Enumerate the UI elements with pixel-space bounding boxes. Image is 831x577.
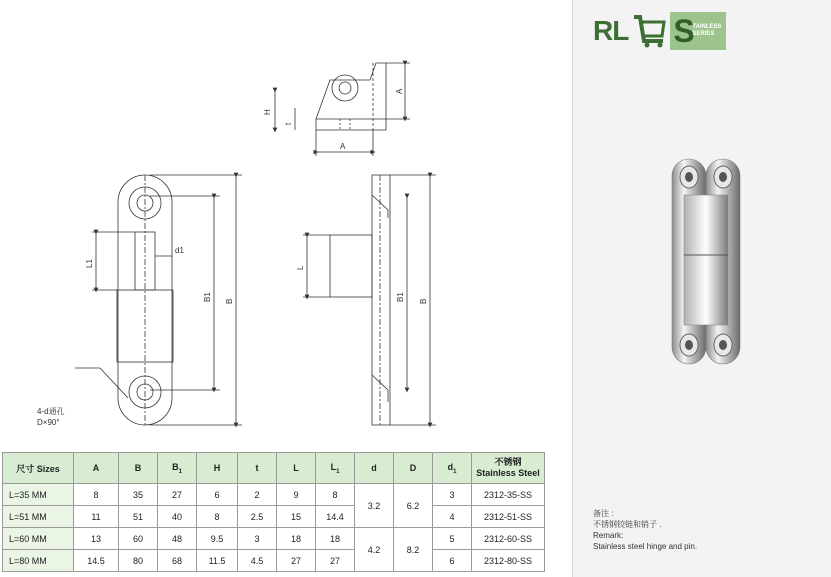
dim-L-side: L <box>296 265 305 270</box>
dim-H: H <box>263 109 272 115</box>
dim-A-bottom: A <box>340 142 346 151</box>
product-panel <box>573 0 831 577</box>
remark: 备注 : 不锈钢铰链和销子 . Remark: Stainless steel hinge and pin. <box>593 509 698 551</box>
th-L1: $L_1$ <box>316 453 355 484</box>
dim-B1-front: B1 <box>203 292 212 302</box>
th-size: 尺寸 Sizes <box>3 453 74 484</box>
merged-d-top: 3.2 <box>355 484 394 528</box>
hole-note-line2: D×90° <box>37 418 60 427</box>
merged-d-bottom: 4.2 <box>355 528 394 572</box>
dim-L1: L1 <box>85 259 94 268</box>
th-B1: $B_1$ <box>158 453 197 484</box>
side-view-plate <box>372 175 390 425</box>
top-view-boss <box>332 75 358 101</box>
table-row: L=80 MM 14.5 80 68 11.5 4.5 27 27 6 2312-80-SS <box>3 550 545 572</box>
merged-D-top: 6.2 <box>394 484 433 528</box>
cart-icon <box>631 13 667 49</box>
logo-s: S <box>673 12 695 49</box>
dim-B-front: B <box>225 298 234 304</box>
dim-B1-side: B1 <box>396 292 405 302</box>
logo-rl: RL <box>593 15 629 46</box>
hole-note-line1: 4-d通孔 <box>37 407 65 416</box>
th-d1: $d_1$ <box>433 453 472 484</box>
dim-B-side: B <box>419 298 428 304</box>
top-view-hole <box>339 82 351 94</box>
th-D: D <box>394 453 433 484</box>
logo-series-block <box>670 12 726 50</box>
th-d: d <box>355 453 394 484</box>
th-L: L <box>277 453 316 484</box>
table-header-row <box>3 453 545 484</box>
spec-table <box>2 452 545 572</box>
side-view-knuckle <box>330 235 372 297</box>
logo-series-text: TAINLESS SERIES <box>692 24 722 37</box>
merged-D-bottom: 8.2 <box>394 528 433 572</box>
hole-note <box>37 406 65 428</box>
dim-A-top: A <box>395 88 404 94</box>
hinge-photo <box>666 155 746 370</box>
th-H: H <box>197 453 238 484</box>
dim-t: t <box>284 122 293 125</box>
th-B: B <box>119 453 158 484</box>
dim-d1: d1 <box>175 246 184 255</box>
th-t: t <box>238 453 277 484</box>
th-stainless-steel: 不锈钢 Stainless Steel <box>472 453 545 484</box>
top-view-outline <box>316 63 386 130</box>
table-row: L=60 MM 13 60 48 9.5 3 18 18 4.2 8.2 5 2312-60-SS <box>3 528 545 550</box>
brand-logo <box>593 10 726 52</box>
th-A: A <box>74 453 119 484</box>
table-row: L=35 MM 8 35 27 6 2 9 8 3.2 6.2 3 2312-35-SS <box>3 484 545 506</box>
table-row: L=51 MM 11 51 40 8 2.5 15 14.4 4 2312-51-SS <box>3 506 545 528</box>
